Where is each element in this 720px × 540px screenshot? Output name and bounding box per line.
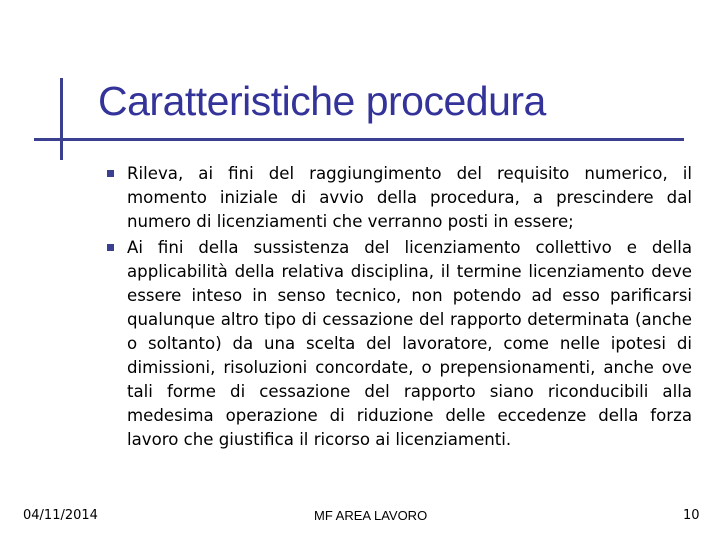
square-bullet-icon [107, 244, 114, 251]
square-bullet-icon [107, 170, 114, 177]
title-horizontal-rule [34, 138, 684, 141]
bullet-text: Rileva, ai fini del raggiungimento del requisito numerico, il momento iniziale di avvio della procedura, a prescindere dal numero di licenziamenti che verranno posti in essere; [127, 164, 692, 231]
bullet-text: Ai fini della sussistenza del licenziamento collettivo e della applicabilità della relativa disciplina, il termine licenziamento deve essere inteso in senso tecnico, non potendo ad esso parificarsi qualunque altro tipo di cessazione del rapporto determinata (anche o soltanto) da una scelta del lavoratore, come nelle ipotesi di dimissioni, risoluzioni concordate, o prepensionamenti, anche ove tali forme di cessazione del rapporto siano riconducibili alla medesima operazione di riduzione delle eccedenze della forza lavoro che giustifica il ricorso ai licenziamenti. [127, 238, 692, 449]
title-vertical-rule [60, 78, 63, 160]
bullet-item [104, 162, 692, 234]
slide-body [104, 162, 692, 454]
footer-date: 04/11/2014 [23, 508, 98, 523]
page-number: 10 [683, 508, 700, 523]
slide-title: Caratteristiche procedura [98, 78, 546, 124]
bullet-item [104, 236, 692, 452]
footer-label: MF AREA LAVORO [314, 508, 428, 523]
